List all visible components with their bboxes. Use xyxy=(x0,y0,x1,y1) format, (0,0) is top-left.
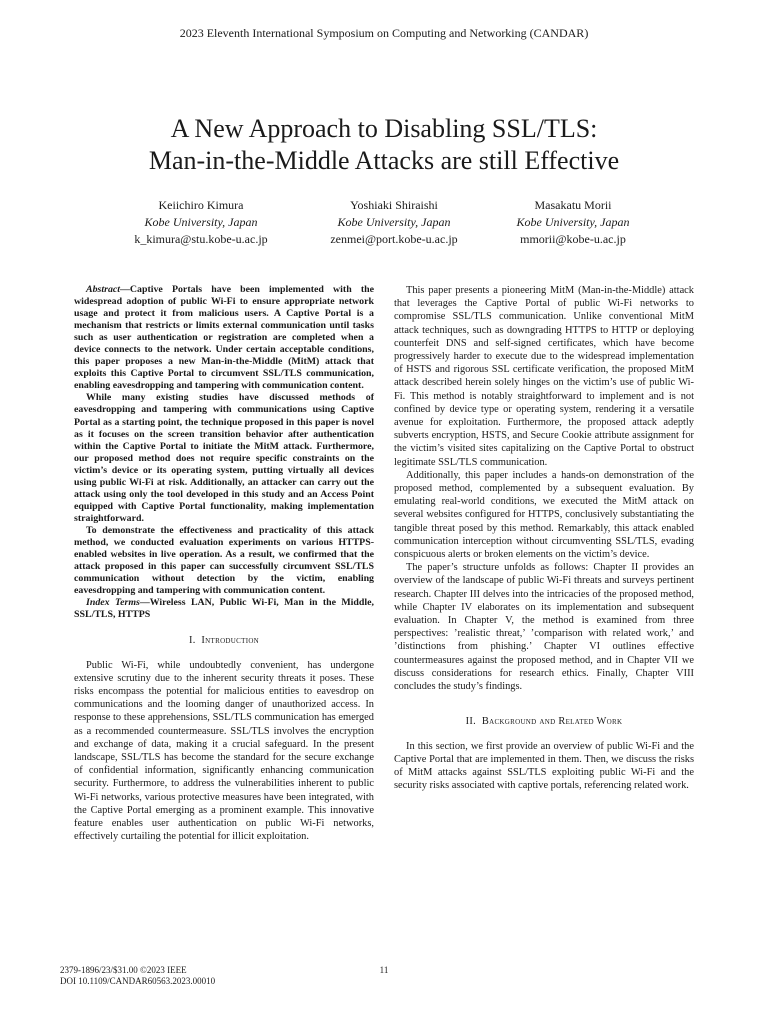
page-number: 11 xyxy=(379,965,389,975)
abstract-paragraph: Abstract—Captive Portals have been implemented with the widespread adoption of public Wi-Fi to ensure appropriate network usage and protect it from malicious users. A Captive Portal is a mechanism that restricts or limits external communication until tasks such as user authentication or registration are completed when a device connects to the network. Under certain acceptable conditions, this paper proposes a new Man-in-the-Middle (MitM) attack that exploits this Captive Portal to circumvent SSL/TLS communication, enabling eavesdropping and tampering with communication content. xyxy=(74,284,374,392)
author-email: mmorii@kobe-u.ac.jp xyxy=(520,232,626,246)
right-column xyxy=(394,284,694,792)
paper-title xyxy=(0,113,768,177)
body-paragraph: This paper presents a pioneering MitM (Man-in-the-Middle) attack that leverages the Captive Portal of public Wi-Fi networks to compromise SSL/TLS communication. Unlike conventional MitM attack techniques, such as downgrading HTTPS to HTTP or deploying counterfeit DNS and self-signed certificates, which have become progressively harder to execute due to the widespread implementation of HSTS and rigorous SSL certificate verification, the proposed MitM attack described herein solely hinges on the victim’s use of public Wi-Fi. This method is notably straightforward to implement and is not confined by device type or operating system, rendering it a versatile avenue for exploitation. Furthermore, the proposed attack adeptly subverts encryption, HSTS, and Secure Cookie attribute assignment for the victim’s visited sites capitalizing on the Captive Portal to obstruct legitimate SSL/TLS communication. xyxy=(394,285,694,468)
body-paragraph: The paper’s structure unfolds as follows: Chapter II provides an overview of the landscape of public Wi-Fi threats and surveys pertinent research. Chapter III delves into the intricacies of the proposed method, while Chapter IV elaborates on its implementation and subsequent evaluation. In Chapter V, the method is examined from three perspectives: ’realistic threat,’ ’comparison with related work,’ and ’distinctions from phishing.’ Chapter VI outlines effective countermeasures against the proposed method, and in Chapter VII we discuss considerations for research ethics. Finally, Chapter VIII concludes the study’s findings. xyxy=(394,562,694,693)
section-heading: II. Background and Related Work xyxy=(465,716,623,728)
index-terms-label: Index Terms xyxy=(86,597,140,609)
body-paragraph: Additionally, this paper includes a hands-on demonstration of the proposed method, complemented by a subsequent evaluation. By emulating real-world conditions, we executed the MitM attack on several websites configured for HTTPS, conclusively substantiating the tangible threat posed by this method. Remarkably, this attack enabled communication interception without circumventing SSL/TLS, evading conspicuous alerts or broken elements on the victim’s device. xyxy=(394,469,694,561)
author-name: Masakatu Morii xyxy=(534,198,612,212)
abstract-paragraph: While many existing studies have discussed methods of eavesdropping and tampering with communications using Captive Portal as a starting point, the technique proposed in this paper is novel as it focuses on the screen transition behavior after authentication within the Captive Portal to initiate the MitM attack. Furthermore, our proposed method does not require specific constraints on the victim’s device or its operating system, putting virtually all devices using public Wi-Fi at risk. Additionally, an attacker can carry out the attack using only the tool developed in this study and an Access Point equipped with Captive Portal functionality, making implementation straightforward. xyxy=(74,392,374,524)
author-block xyxy=(101,197,301,248)
author-affiliation: Kobe University, Japan xyxy=(516,215,630,229)
author-block xyxy=(294,197,494,248)
author-email: zenmei@port.kobe-u.ac.jp xyxy=(330,232,458,246)
copyright-line: 2379-1896/23/$31.00 ©2023 IEEE xyxy=(60,965,187,975)
author-affiliation: Kobe University, Japan xyxy=(337,215,451,229)
title-line-1: A New Approach to Disabling SSL/TLS: xyxy=(170,114,598,143)
author-affiliation: Kobe University, Japan xyxy=(144,215,258,229)
author-name: Keiichiro Kimura xyxy=(158,198,244,212)
body-paragraph: Public Wi-Fi, while undoubtedly convenient, has undergone extensive scrutiny due to the inherent security threats it poses. These risks encompass the potential for malicious entities to eavesdrop on communications and the looming danger of unauthorized access. In response to these apprehensions, SSL/TLS communication has emerged as a recommended countermeasure. SSL/TLS involves the encryption and exchange of data, making it a crucial safeguard. In the present landscape, SSL/TLS has become the standard for the secure exchange of confidential information, significantly enhancing communication security. Furthermore, to address the vulnerabilities inherent to public Wi-Fi networks, various protective measures have been integrated, with the Captive Portal emerging as a prominent example. This innovative feature enables user authentication on public Wi-Fi networks, effectively curtailing the potential for illicit exploitation. xyxy=(74,659,374,843)
title-line-2: Man-in-the-Middle Attacks are still Effective xyxy=(148,146,620,175)
conference-header: 2023 Eleventh International Symposium on Computing and Networking (CANDAR) xyxy=(179,26,589,40)
doi-line: DOI 10.1109/CANDAR60563.2023.00010 xyxy=(60,976,216,986)
author-email: k_kimura@stu.kobe-u.ac.jp xyxy=(134,232,268,246)
body-paragraph: In this section, we first provide an overview of public Wi-Fi and the Captive Portal that are implemented in them. Then, we discuss the risks of MitM attacks against SSL/TLS exploiting public Wi-Fi and the security risks associated with captive portals, referencing related work. xyxy=(394,740,694,792)
author-block xyxy=(473,197,673,248)
author-name: Yoshiaki Shiraishi xyxy=(350,198,438,212)
section-heading: I. Introduction xyxy=(188,635,260,647)
left-column xyxy=(74,284,374,843)
abstract xyxy=(74,284,374,621)
index-terms: Index Terms—Wireless LAN, Public Wi-Fi, Man in the Middle, SSL/TLS, HTTPS xyxy=(74,597,375,621)
abstract-label: Abstract xyxy=(86,284,121,295)
abstract-paragraph: To demonstrate the effectiveness and practicality of this attack method, we conducted evaluation experiments on various HTTPS-enabled websites in live operation. As a result, we confirmed that the attack proposed in this paper can successfully circumvent SSL/TLS communication without detection by the victim, enabling eavesdropping and tampering with communication content. xyxy=(74,524,374,597)
